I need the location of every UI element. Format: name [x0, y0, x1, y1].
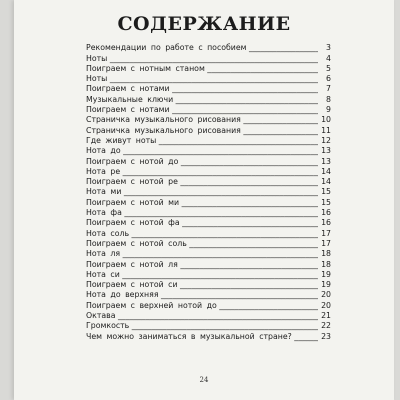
- toc-entry-title: Нота ля _____: [86, 249, 318, 259]
- toc-entry-title: Поиграем с нотой ля _____: [86, 260, 318, 270]
- toc-entry-page: 9: [326, 105, 331, 115]
- toc-entry: [86, 177, 331, 187]
- toc-entry: [86, 259, 331, 269]
- toc-entry-page: 18: [321, 249, 331, 259]
- toc-entry: [86, 311, 331, 321]
- toc-entry-title: Музыкальные ключи _____: [86, 95, 318, 105]
- toc-entry-title: Поиграем с нотным станом _____: [86, 64, 318, 74]
- toc-entry-page: 6: [326, 74, 331, 84]
- toc-entry-title: Октава _____: [86, 311, 318, 321]
- book-page: [14, 0, 394, 400]
- toc-entry: [86, 321, 331, 331]
- toc-entry: [86, 125, 331, 135]
- toc-entry-page: 5: [326, 63, 331, 73]
- toc-entry: [86, 208, 331, 218]
- toc-entry: [86, 197, 331, 207]
- toc-entry: [86, 280, 331, 290]
- toc-entry-title: Нота ре _____: [86, 167, 318, 177]
- toc-entry-title: Нота до _____: [86, 146, 318, 156]
- toc-entry-page: 17: [321, 238, 331, 248]
- toc-entry-page: 19: [321, 269, 331, 279]
- toc-entry-page: 21: [321, 311, 331, 321]
- toc-entry-title: Поиграем с нотами _____: [86, 84, 318, 94]
- toc-entry: [86, 156, 331, 166]
- toc-entry-title: Поиграем с нотой ре _____: [86, 177, 318, 187]
- toc-entry: [86, 167, 331, 177]
- toc-entry-page: 18: [321, 259, 331, 269]
- toc-entry: [86, 331, 331, 341]
- toc-entry: [86, 84, 331, 94]
- toc-entry-page: 15: [321, 197, 331, 207]
- toc-entry-page: 3: [326, 43, 331, 53]
- toc-entry-title: Ноты _____: [86, 74, 318, 84]
- toc-entry-page: 11: [321, 125, 331, 135]
- toc-entry-title: Где живут ноты _____: [86, 136, 318, 146]
- toc-entry-title: Поиграем с нотой соль _____: [86, 239, 318, 249]
- toc-entry: [86, 43, 331, 53]
- toc-entry-title: Поиграем с нотой до _____: [86, 157, 318, 167]
- toc-entry-title: Поиграем с нотой ми _____: [86, 198, 318, 208]
- toc-entry-page: 10: [321, 115, 331, 125]
- toc-entry-title: Нота соль _____: [86, 229, 318, 239]
- toc-entry-page: 4: [326, 53, 331, 63]
- toc-entry: [86, 270, 331, 280]
- toc-entry-title: Поиграем с нотой си _____: [86, 280, 318, 290]
- toc-entry-title: Страничка музыкального рисования _____: [86, 115, 318, 125]
- toc-entry-title: Нота фа _____: [86, 208, 318, 218]
- toc-entry-page: 14: [321, 177, 331, 187]
- toc-entry: [86, 239, 331, 249]
- toc-entry-title: Поиграем с нотой фа _____: [86, 218, 318, 228]
- toc-entry-title: Страничка музыкального рисования _____: [86, 126, 318, 136]
- toc-entry-page: 20: [321, 290, 331, 300]
- page-number: 24: [199, 376, 209, 384]
- toc-entry-page: 19: [321, 280, 331, 290]
- toc-entry-title: Нота си _____: [86, 270, 318, 280]
- page-title: СОДЕРЖАНИЕ: [117, 13, 291, 35]
- toc-entry-title: Громкость _____: [86, 321, 318, 331]
- toc-entry-page: 13: [321, 156, 331, 166]
- toc-entry: [86, 115, 331, 125]
- toc-entry-page: 16: [321, 208, 331, 218]
- toc-entry-title: Поиграем с нотами _____: [86, 105, 318, 115]
- toc-entry: [86, 94, 331, 104]
- toc-entry: [86, 249, 331, 259]
- toc-entry-page: 13: [321, 146, 331, 156]
- toc-entry-page: 8: [326, 94, 331, 104]
- toc-entry-page: 16: [321, 218, 331, 228]
- toc-entry-title: Нота ми _____: [86, 187, 318, 197]
- toc-entry-page: 7: [326, 84, 331, 94]
- toc-entry-title: Чем можно заниматься в музыкальной стране? _____: [86, 332, 318, 342]
- toc-entry-title: Рекомендации по работе с пособием _____: [86, 43, 318, 53]
- toc-entry: [86, 53, 331, 63]
- toc-entry: [86, 146, 331, 156]
- toc-entry: [86, 300, 331, 310]
- toc-entry-page: 15: [321, 187, 331, 197]
- toc-entry: [86, 187, 331, 197]
- toc-entry: [86, 218, 331, 228]
- toc-entry-page: 23: [321, 331, 331, 341]
- toc-entry: [86, 136, 331, 146]
- toc-entry: [86, 74, 331, 84]
- toc-entry-page: 17: [321, 228, 331, 238]
- toc-entry-title: Поиграем с верхней нотой до _____: [86, 301, 318, 311]
- toc-entry: [86, 290, 331, 300]
- toc-entry: [86, 64, 331, 74]
- toc-entry: [86, 228, 331, 238]
- toc-entry-title: Ноты _____: [86, 54, 318, 64]
- toc-entry-page: 12: [321, 135, 331, 145]
- table-of-contents: [86, 43, 331, 342]
- toc-entry-page: 22: [321, 321, 331, 331]
- toc-entry-page: 14: [321, 166, 331, 176]
- toc-entry-title: Нота до верхняя _____: [86, 290, 318, 300]
- toc-entry-page: 20: [321, 300, 331, 310]
- toc-entry: [86, 105, 331, 115]
